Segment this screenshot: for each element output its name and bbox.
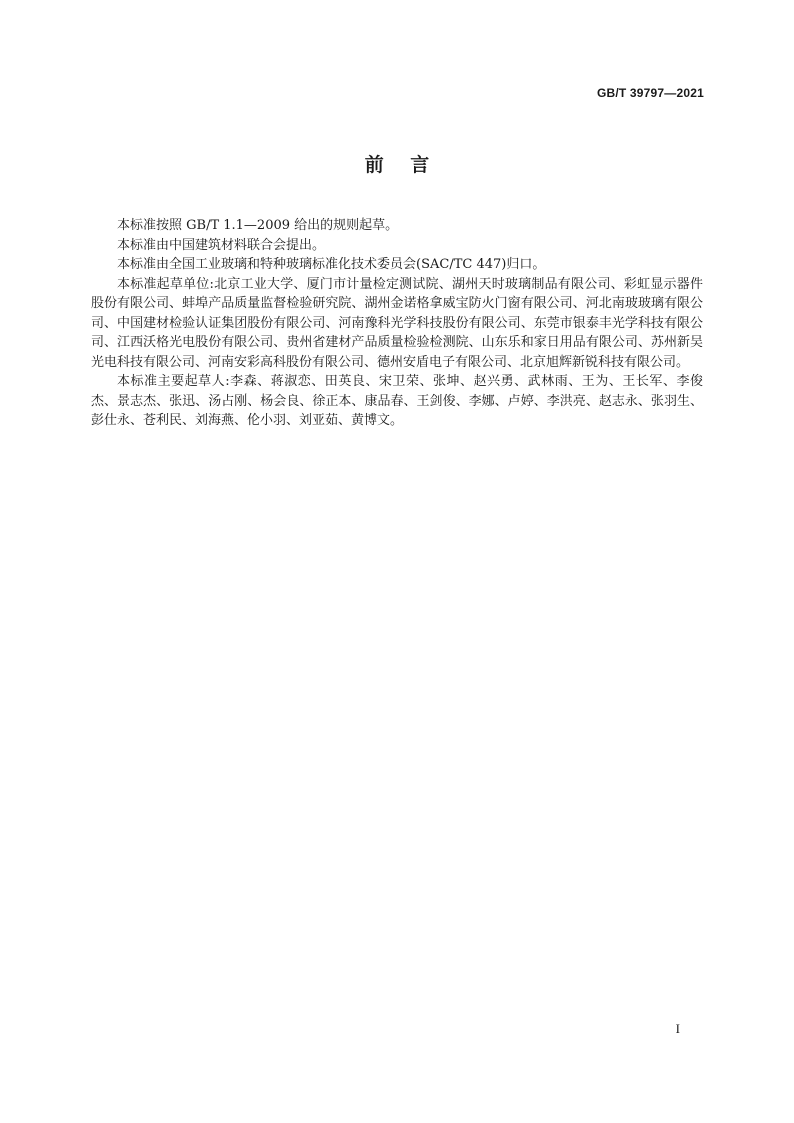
page-title: 前 言 xyxy=(364,154,430,176)
page-number: I xyxy=(675,1021,680,1036)
preface-body xyxy=(91,216,703,431)
standard-code: GB/T 39797—2021 xyxy=(596,86,704,100)
paragraph-main-drafters: 本标准主要起草人:李森、蒋淑恋、田英良、宋卫荣、张坤、赵兴勇、武林雨、王为、王长军、李俊杰、景志杰、张迅、汤占刚、杨会良、徐正本、康品春、王剑俊、李娜、卢婷、李洪亮、赵志永、张羽生、彭仕永、苍利民、刘海燕、伦小羽、刘亚茹、黄博文。 xyxy=(91,374,703,428)
paragraph-proposer: 本标准由中国建筑材料联合会提出。 xyxy=(117,237,326,253)
paragraph-centralized-unit: 本标准由全国工业玻璃和特种玻璃标准化技术委员会(SAC/TC 447)归口。 xyxy=(117,257,546,272)
paragraph-drafting-rules: 本标准按照 GB/T 1.1—2009 给出的规则起草。 xyxy=(117,218,399,233)
paragraph-drafting-units: 本标准起草单位:北京工业大学、厦门市计量检定测试院、湖州天时玻璃制品有限公司、彩虹显示器件股份有限公司、蚌埠产品质量监督检验研究院、湖州金诺格拿威宝防火门窗有限公司、河北南玻玻璃有限公司、中国建材检验认证集团股份有限公司、河南豫科光学科技股份有限公司、东莞市银泰丰光学科技有限公司、江西沃格光电股份有限公司、贵州省建材产品质量检验检测院、山东乐和家日用品有限公司、苏州新吴光电科技有限公司、河南安彩高科股份有限公司、德州安盾电子有限公司、北京旭辉新锐科技有限公司。 xyxy=(91,276,703,370)
